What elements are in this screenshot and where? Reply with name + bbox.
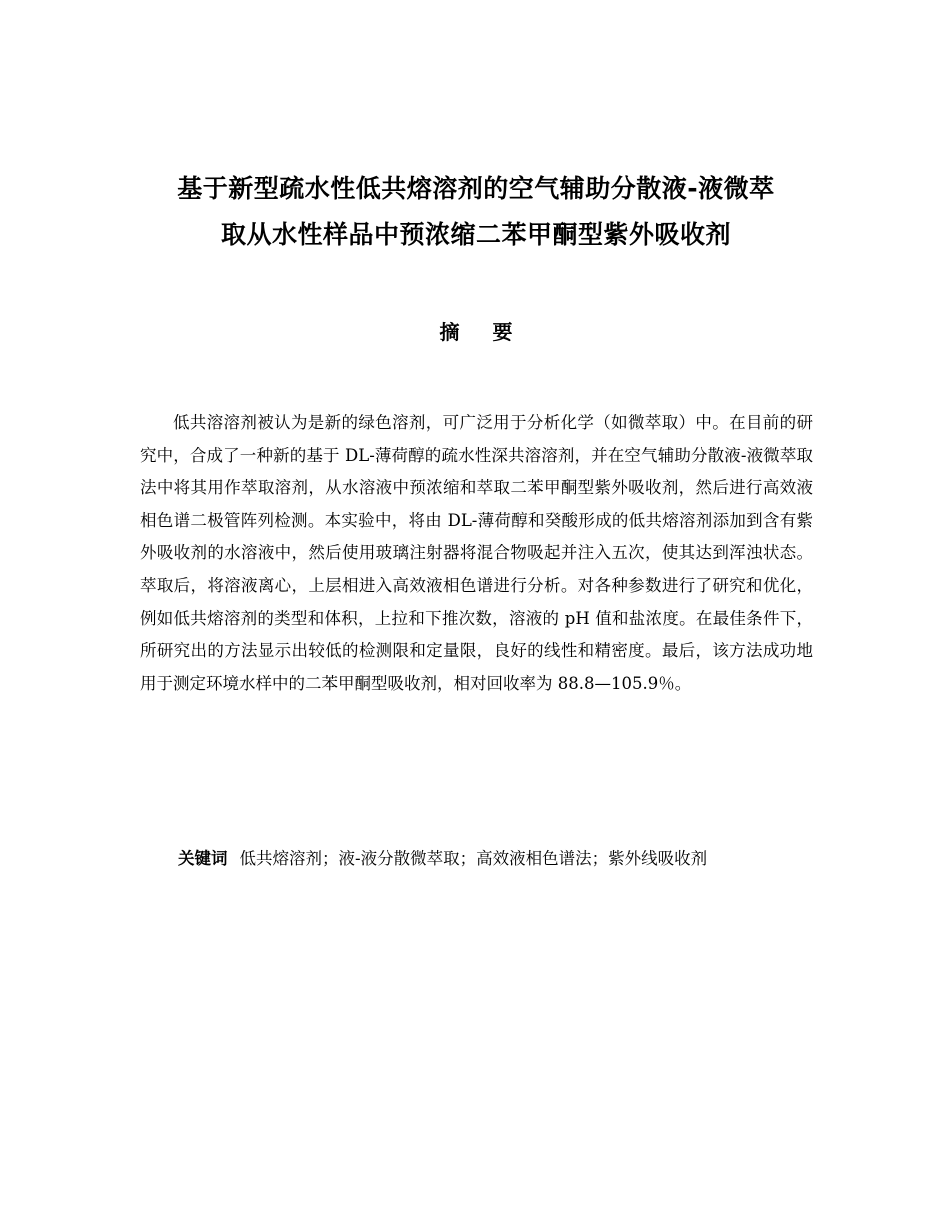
abstract-heading: 摘 要 bbox=[439, 320, 513, 344]
keywords-line bbox=[178, 845, 838, 873]
paper-title-line-2: 取从水性样品中预浓缩二苯甲酮型紫外吸收剂 bbox=[220, 220, 731, 249]
abstract-body: 低共溶溶剂被认为是新的绿色溶剂，可广泛用于分析化学（如微萃取）中。在目前的研究中，合成了一种新的基于 DL-薄荷醇的疏水性深共溶溶剂，并在空气辅助分散液-液微萃取法中将其用作萃取溶剂，从水溶液中预浓缩和萃取二苯甲酮型紫外吸收剂，然后进行高效液相色谱二极管阵列检测。本实验中，将由 DL-薄荷醇和癸酸形成的低共熔溶剂添加到含有紫外吸收剂的水溶液中，然后使用玻璃注射器将混合物吸起并注入五次，使其达到浑浊状态。萃取后，将溶液离心，上层相进入高效液相色谱进行分析。对各种参数进行了研究和优化，例如低共熔溶剂的类型和体积，上拉和下推次数，溶液的 pH 值和盐浓度。在最佳条件下，所研究出的方法显示出较低的检测限和定量限，良好的线性和精密度。最后，该方法成功地用于测定环境水样中的二苯甲酮型吸收剂，相对回收率为 88.8—105.9％。 bbox=[140, 413, 813, 693]
paper-title bbox=[120, 166, 832, 258]
keywords-text: 低共熔溶剂；液-液分散微萃取；高效液相色谱法；紫外线吸收剂 bbox=[239, 849, 708, 868]
keywords-label: 关键词 bbox=[178, 849, 228, 868]
paper-title-line-1: 基于新型疏水性低共熔溶剂的空气辅助分散液-液微萃 bbox=[177, 174, 775, 203]
